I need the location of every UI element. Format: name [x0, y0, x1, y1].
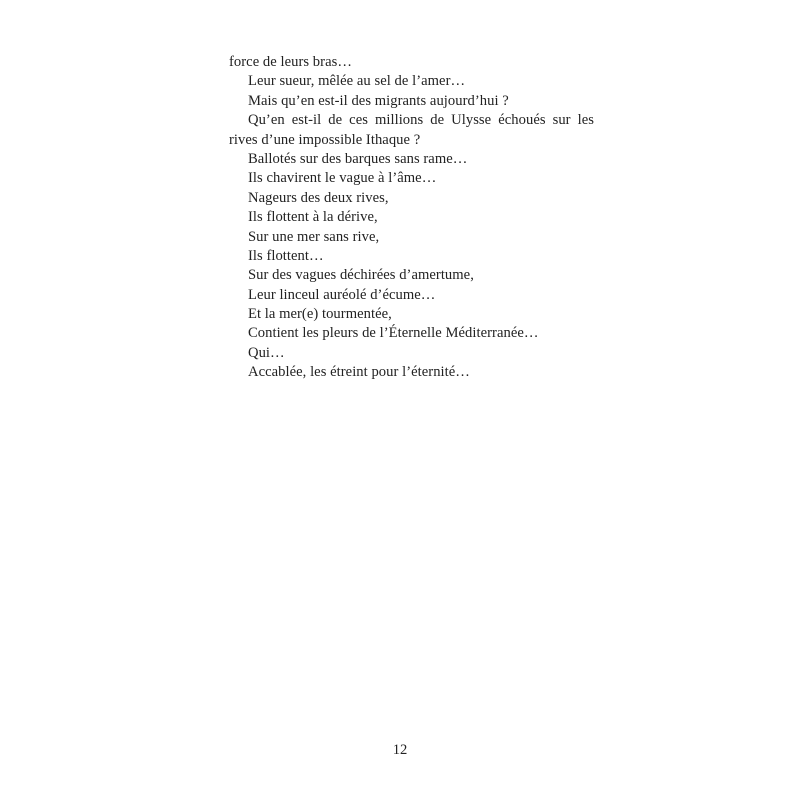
poem-line-4: Qu’en est-il de ces millions de Ulysse échoués sur les	[248, 112, 594, 129]
page-number: 12	[392, 742, 408, 758]
poem-line-1: force de leurs bras…	[229, 54, 352, 70]
poem-line-17: Accablée, les étreint pour l’éternité…	[248, 364, 470, 381]
poem-line-7: Ils chavirent le vague à l’âme…	[248, 170, 437, 187]
poem-line-5: rives d’une impossible Ithaque ?	[229, 131, 421, 148]
poem-line-14: Et la mer(e) tourmentée,	[248, 306, 392, 323]
poem-line-16: Qui…	[248, 344, 285, 361]
poem-line-9: Ils flottent à la dérive,	[248, 209, 378, 226]
poem-line-10: Sur une mer sans rive,	[248, 228, 380, 245]
poem-line-6: Ballotés sur des barques sans rame…	[248, 150, 468, 167]
poem-line-2: Leur sueur, mêlée au sel de l’amer…	[248, 73, 466, 90]
poem-text	[229, 53, 594, 383]
poem-line-15: Contient les pleurs de l’Éternelle Méditerranée…	[248, 325, 539, 342]
poem-line-8: Nageurs des deux rives,	[248, 189, 389, 206]
poem-line-13: Leur linceul auréolé d’écume…	[248, 286, 436, 303]
poem-line-12: Sur des vagues déchirées d’amertume,	[248, 267, 474, 284]
poem-line-3: Mais qu’en est-il des migrants aujourd’hui ?	[248, 92, 509, 109]
poem-line-11: Ils flottent…	[248, 247, 324, 264]
